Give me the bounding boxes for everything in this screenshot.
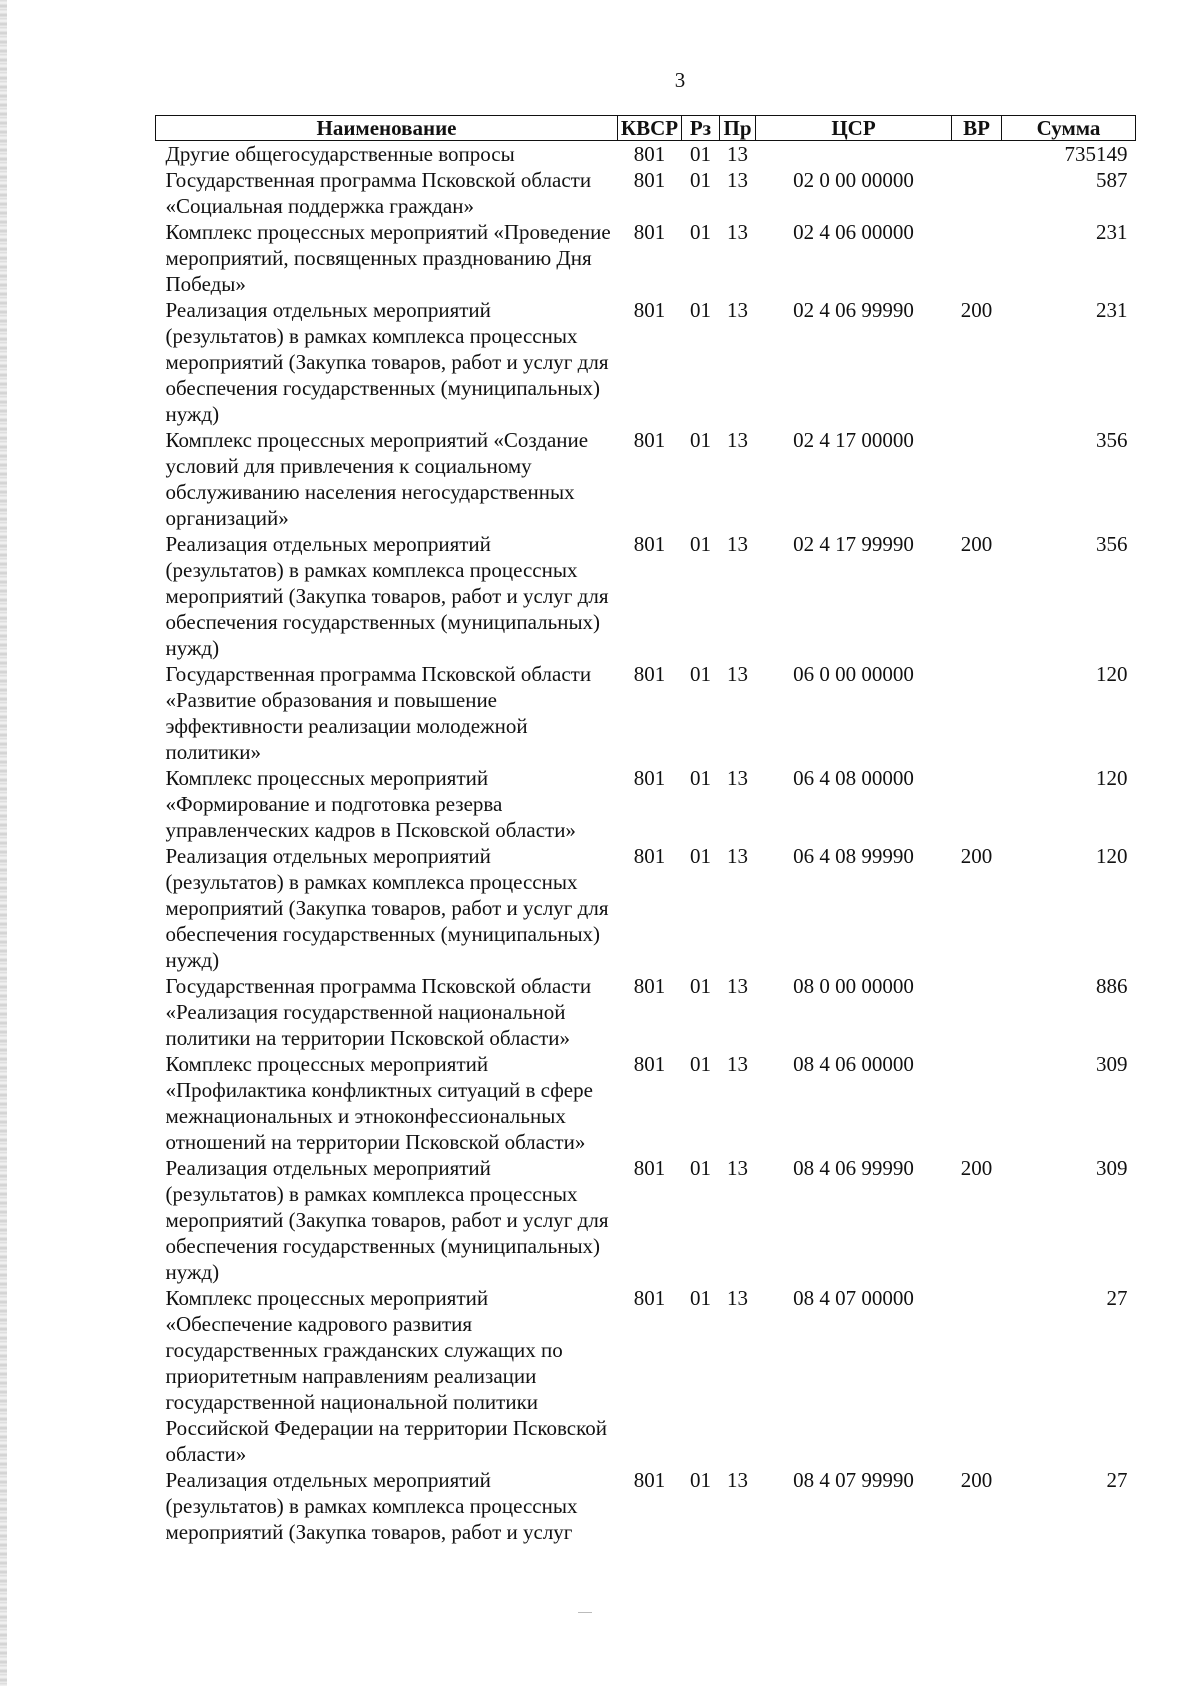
row-sum: 356 xyxy=(1096,428,1128,452)
row-csr: 06 4 08 00000 xyxy=(793,766,914,790)
row-vr xyxy=(952,219,1002,297)
row-kvsr: 801 xyxy=(633,1468,666,1492)
row-rz: 01 xyxy=(690,298,711,322)
row-rz: 01 xyxy=(690,1286,711,1310)
header-sum: Сумма xyxy=(1002,116,1136,141)
row-vr: 200 xyxy=(960,1468,993,1492)
row-csr: 02 4 17 00000 xyxy=(793,428,914,452)
row-vr: 200 xyxy=(960,1156,993,1180)
row-name: Реализация отдельных мероприятий (результатов) в рамках комплекса процессных мероприятий (Закупка товаров, работ и услуг для обеспечения государственных (муниципальных) нужд) xyxy=(165,844,609,972)
row-pr: 13 xyxy=(727,1156,748,1180)
row-pr: 13 xyxy=(727,766,748,790)
row-csr xyxy=(756,141,952,168)
row-sum: 231 xyxy=(1096,298,1128,322)
row-csr: 08 4 07 00000 xyxy=(793,1286,914,1310)
header-csr: ЦСР xyxy=(756,116,952,141)
row-csr: 02 4 06 00000 xyxy=(793,220,914,244)
row-rz: 01 xyxy=(690,168,711,192)
row-pr: 13 xyxy=(727,428,748,452)
table-row xyxy=(156,973,1136,1051)
row-pr: 13 xyxy=(727,142,748,166)
header-pr: Пр xyxy=(720,116,756,141)
row-vr xyxy=(952,141,1002,168)
row-kvsr: 801 xyxy=(633,532,666,556)
row-sum: 27 xyxy=(1106,1286,1128,1310)
row-csr: 08 0 00 00000 xyxy=(793,974,914,998)
row-name: Комплекс процессных мероприятий «Обеспечение кадрового развития государственных гражданских служащих по приоритетным направлениям реализации государственной национальной политики Российской Федерации на территории Псковской области» xyxy=(165,1286,607,1466)
row-csr: 06 4 08 99990 xyxy=(793,844,914,868)
table-row xyxy=(156,531,1136,661)
row-rz: 01 xyxy=(690,142,711,166)
row-sum: 735149 xyxy=(1064,142,1128,166)
row-rz: 01 xyxy=(690,974,711,998)
table-row xyxy=(156,1051,1136,1155)
row-csr: 06 0 00 00000 xyxy=(793,662,914,686)
row-vr: 200 xyxy=(960,532,993,556)
header-name: Наименование xyxy=(156,116,618,141)
row-name: Государственная программа Псковской области «Социальная поддержка граждан» xyxy=(165,168,592,218)
row-name: Комплекс процессных мероприятий «Профилактика конфликтных ситуаций в сфере межнациональных и этноконфессиональных отношений на территории Псковской области» xyxy=(165,1052,593,1154)
row-kvsr: 801 xyxy=(633,974,666,998)
row-rz: 01 xyxy=(690,1156,711,1180)
row-pr: 13 xyxy=(727,298,748,322)
row-kvsr: 801 xyxy=(633,220,666,244)
table-row xyxy=(156,167,1136,219)
row-vr xyxy=(952,1285,1002,1467)
row-csr: 08 4 07 99990 xyxy=(793,1468,914,1492)
budget-table xyxy=(155,115,1136,1545)
row-name: Другие общегосударственные вопросы xyxy=(165,142,515,166)
row-kvsr: 801 xyxy=(633,142,666,166)
table-row xyxy=(156,1155,1136,1285)
row-rz: 01 xyxy=(690,1052,711,1076)
row-csr: 08 4 06 00000 xyxy=(793,1052,914,1076)
row-rz: 01 xyxy=(690,532,711,556)
row-sum: 120 xyxy=(1096,766,1128,790)
row-sum: 309 xyxy=(1096,1156,1128,1180)
row-vr xyxy=(952,167,1002,219)
row-name: Комплекс процессных мероприятий «Формирование и подготовка резерва управленческих кадров в Псковской области» xyxy=(165,766,576,842)
row-sum: 120 xyxy=(1096,844,1128,868)
row-kvsr: 801 xyxy=(633,428,666,452)
row-pr: 13 xyxy=(727,974,748,998)
row-pr: 13 xyxy=(727,168,748,192)
row-name: Реализация отдельных мероприятий (результатов) в рамках комплекса процессных мероприятий (Закупка товаров, работ и услуг для обеспечения государственных (муниципальных) нужд) xyxy=(165,298,609,426)
row-pr: 13 xyxy=(727,1468,748,1492)
page-number: 3 xyxy=(674,68,686,92)
row-pr: 13 xyxy=(727,662,748,686)
row-name: Комплекс процессных мероприятий «Проведение мероприятий, посвященных празднованию Дня Победы» xyxy=(165,220,611,296)
table-row xyxy=(156,661,1136,765)
scan-edge xyxy=(0,0,7,1686)
row-vr: 200 xyxy=(960,298,993,322)
row-kvsr: 801 xyxy=(633,662,666,686)
header-rz: Рз xyxy=(682,116,720,141)
header-kvsr: КВСР xyxy=(618,116,682,141)
table-row xyxy=(156,765,1136,843)
row-rz: 01 xyxy=(690,428,711,452)
table-row xyxy=(156,843,1136,973)
row-csr: 02 4 17 99990 xyxy=(793,532,914,556)
row-kvsr: 801 xyxy=(633,298,666,322)
table-row xyxy=(156,219,1136,297)
table-row xyxy=(156,427,1136,531)
row-name: Государственная программа Псковской области «Развитие образования и повышение эффективности реализации молодежной политики» xyxy=(165,662,592,764)
row-vr xyxy=(952,661,1002,765)
row-pr: 13 xyxy=(727,844,748,868)
row-sum: 356 xyxy=(1096,532,1128,556)
row-vr xyxy=(952,765,1002,843)
row-kvsr: 801 xyxy=(633,1286,666,1310)
table-row xyxy=(156,141,1136,168)
row-name: Комплекс процессных мероприятий «Создание условий для привлечения к социальному обслуживанию населения негосударственных организаций» xyxy=(165,428,589,530)
row-kvsr: 801 xyxy=(633,766,666,790)
row-kvsr: 801 xyxy=(633,168,666,192)
row-rz: 01 xyxy=(690,1468,711,1492)
table-header-row xyxy=(156,116,1136,141)
row-vr: 200 xyxy=(960,844,993,868)
row-pr: 13 xyxy=(727,532,748,556)
row-kvsr: 801 xyxy=(633,844,666,868)
row-csr: 02 0 00 00000 xyxy=(793,168,914,192)
row-name: Реализация отдельных мероприятий (результатов) в рамках комплекса процессных мероприятий (Закупка товаров, работ и услуг для обеспечения государственных (муниципальных) нужд) xyxy=(165,532,609,660)
row-pr: 13 xyxy=(727,1286,748,1310)
row-sum: 587 xyxy=(1096,168,1128,192)
row-pr: 13 xyxy=(727,1052,748,1076)
row-sum: 886 xyxy=(1096,974,1128,998)
row-name: Реализация отдельных мероприятий (результатов) в рамках комплекса процессных мероприятий (Закупка товаров, работ и услуг xyxy=(165,1468,578,1544)
row-csr: 08 4 06 99990 xyxy=(793,1156,914,1180)
row-sum: 27 xyxy=(1106,1468,1128,1492)
row-name: Реализация отдельных мероприятий (результатов) в рамках комплекса процессных мероприятий (Закупка товаров, работ и услуг для обеспечения государственных (муниципальных) нужд) xyxy=(165,1156,609,1284)
row-sum: 120 xyxy=(1096,662,1128,686)
table-row xyxy=(156,297,1136,427)
row-sum: 309 xyxy=(1096,1052,1128,1076)
row-rz: 01 xyxy=(690,662,711,686)
row-vr xyxy=(952,973,1002,1051)
table-row xyxy=(156,1285,1136,1467)
row-sum: 231 xyxy=(1096,220,1128,244)
row-pr: 13 xyxy=(727,220,748,244)
row-name: Государственная программа Псковской области «Реализация государственной национальной политики на территории Псковской области» xyxy=(165,974,592,1050)
row-rz: 01 xyxy=(690,844,711,868)
row-vr xyxy=(952,427,1002,531)
row-rz: 01 xyxy=(690,766,711,790)
row-kvsr: 801 xyxy=(633,1052,666,1076)
row-csr: 02 4 06 99990 xyxy=(793,298,914,322)
header-vr: ВР xyxy=(952,116,1002,141)
row-vr xyxy=(952,1051,1002,1155)
row-kvsr: 801 xyxy=(633,1156,666,1180)
table-row xyxy=(156,1467,1136,1545)
row-rz: 01 xyxy=(690,220,711,244)
scan-mark xyxy=(578,1612,592,1613)
